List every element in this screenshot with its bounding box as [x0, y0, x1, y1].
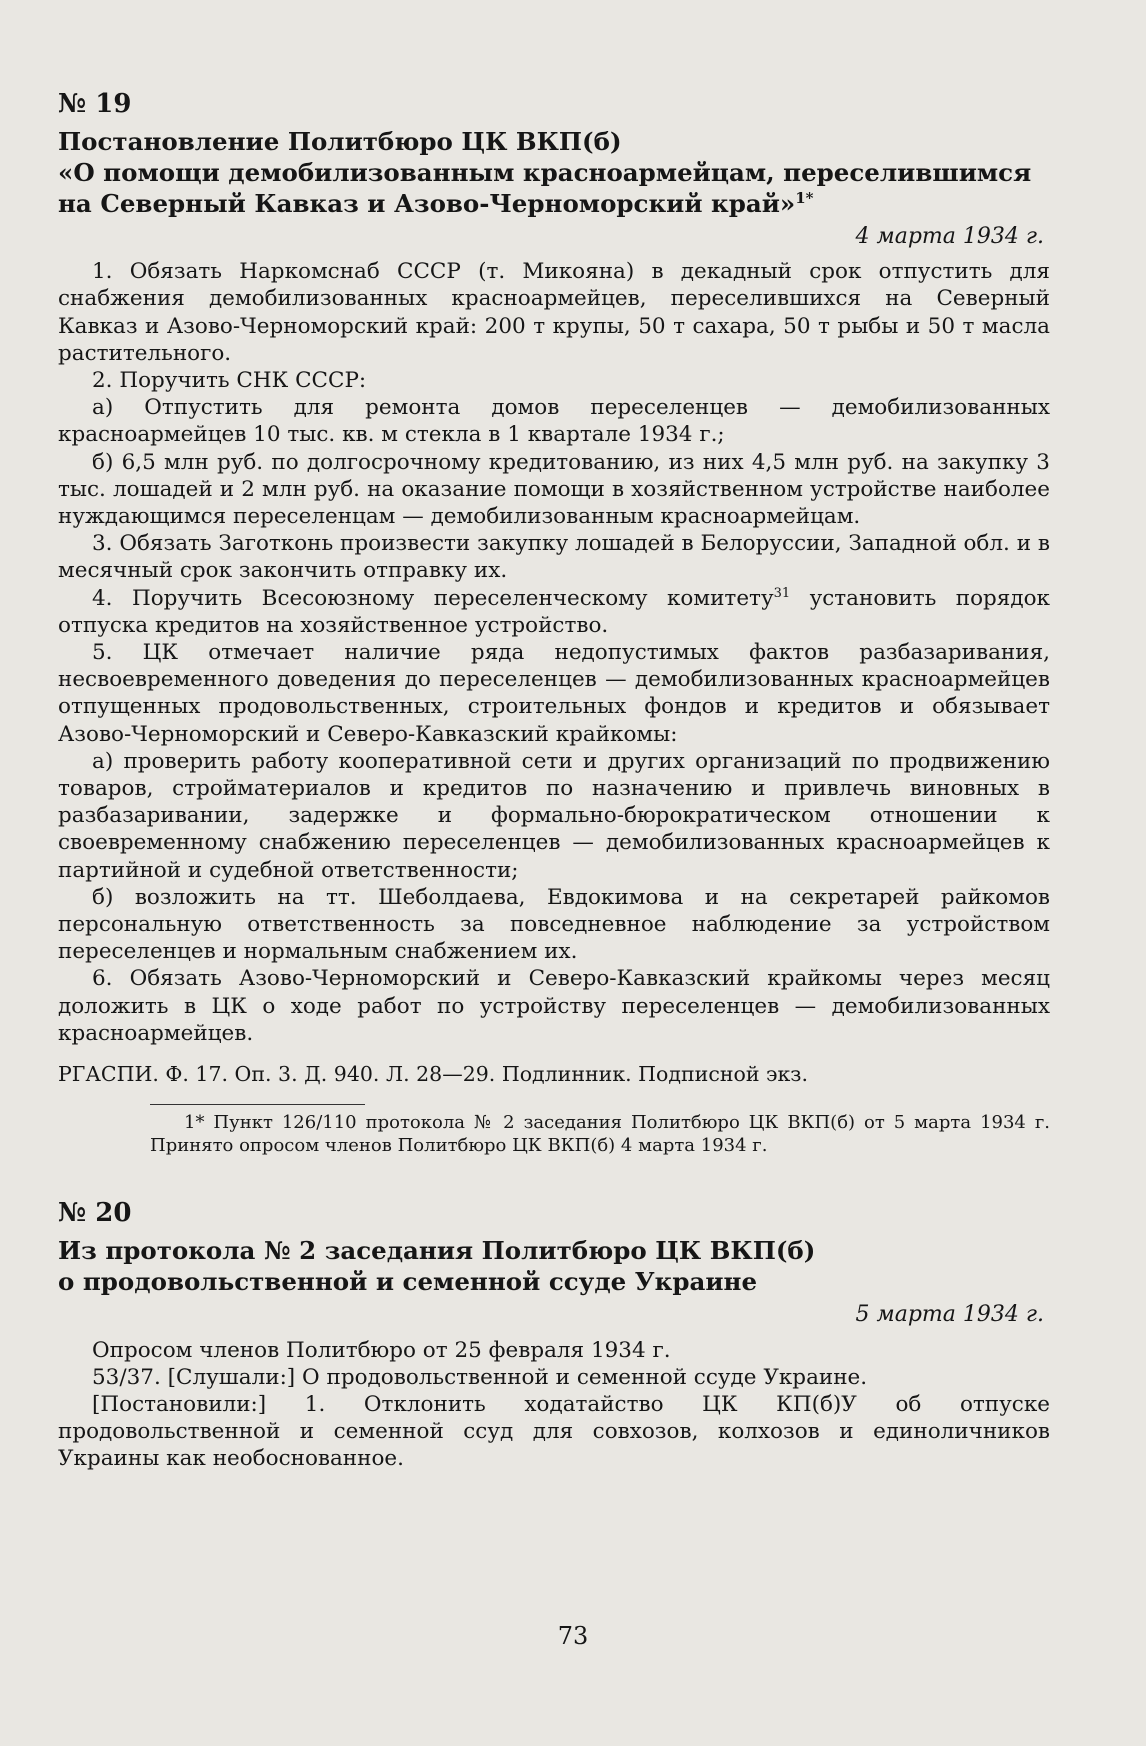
paragraph-5a: а) проверить работу кооперативной сети и других организаций по продвижению товаров, стройматериалов и кредитов по назначению и привлечь виновных в разбазаривании, задержке и формально-бюрократическом отношении к своевременному снабжению переселенцев — демобилизованных красноармейцев к партийной и судебной ответственности; [58, 748, 1050, 883]
document-20-paragraph-1: Опросом членов Политбюро от 25 февраля 1934 г. [92, 1337, 671, 1363]
paragraph-2: 2. Поручить СНК СССР: [92, 368, 367, 394]
title-footnote-mark: 1* [795, 188, 814, 207]
document-19-date: 4 марта 1934 г. [855, 224, 1044, 249]
footnote: 1* Пункт 126/110 протокола № 2 заседания Политбюро ЦК ВКП(б) от 5 марта 1934 г. Принято опросом членов Политбюро ЦК ВКП(б) 4 марта 1934 г. [150, 1112, 1050, 1157]
document-20-paragraph-2: 53/37. [Слушали:] О продовольственной и семенной ссуде Украине. [92, 1364, 868, 1390]
paragraph-2b: б) 6,5 млн руб. по долгосрочному кредитованию, из них 4,5 млн руб. на закупку 3 тыс. лошадей и 2 млн руб. на оказание помощи в хозяйственном устройстве наиболее нуждающимся переселенцам — демобилизованным красноармейцам. [58, 449, 1050, 530]
page-number: 73 [557, 1622, 589, 1650]
document-20-paragraph-3: [Постановили:] 1. Отклонить ходатайство ЦК КП(б)У об отпуске продовольственной и семенной ссуд для совхозов, колхозов и единоличников Украины как необоснованное. [58, 1391, 1050, 1472]
paragraph-6: 6. Обязать Азово-Черноморский и Северо-Кавказский крайкомы через месяц доложить в ЦК о ходе работ по устройству переселенцев — демобилизованных красноармейцев. [58, 966, 1050, 1046]
document-19-title-line-3-text: на Северный Кавказ и Азово-Черноморский край» [58, 189, 796, 218]
archive-source: РГАСПИ. Ф. 17. Оп. 3. Д. 940. Л. 28—29. Подлинник. Подписной экз. [58, 1062, 809, 1087]
document-20-title-line-2: о продовольственной и семенной ссуде Украине [58, 1267, 758, 1297]
text-block [58, 88, 1050, 1473]
paragraph-4-note-mark: 31 [773, 585, 791, 601]
paragraph-5b: б) возложить на тт. Шеболдаева, Евдокимова и на секретарей райкомов персональную ответственность за повседневное наблюдение за устройством переселенцев и нормальным снабжением их. [58, 884, 1050, 965]
paragraph-4-text-end: установить порядок отпуска кредитов на хозяйственное устройство. [58, 585, 1050, 638]
paragraph-3: 3. Обязать Заготконь произвести закупку лошадей в Белоруссии, Западной обл. и в месячный срок закончить отправку их. [58, 531, 1050, 584]
paragraph-4-text-start: 4. Поручить Всесоюзному переселенческому комитету [92, 585, 774, 611]
document-19-title-line-1: Постановление Политбюро ЦК ВКП(б) [58, 127, 622, 156]
document-20-title-line-1: Из протокола № 2 заседания Политбюро ЦК ВКП(б) [58, 1236, 816, 1266]
paragraph-4 [58, 585, 1050, 639]
paragraph-5: 5. ЦК отмечает наличие ряда недопустимых фактов разбазаривания, несвоевременного доведения до переселенцев — демобилизованных красноармейцев отпущенных продовольственных, строительных фондов и кредитов и обязывает Азово-Черноморский и Северо-Кавказский крайкомы: [58, 640, 1050, 747]
paragraph-1: 1. Обязать Наркомснаб СССР (т. Микояна) в декадный срок отпустить для снабжения демобилизованных красноармейцев, переселившихся на Северный Кавказ и Азово-Черноморский край: 200 т крупы, 50 т сахара, 50 т рыбы и 50 т масла растительного. [58, 259, 1050, 366]
document-19-title-line-3 [58, 188, 1050, 219]
document-20-number: № 20 [58, 1198, 132, 1229]
footnote-divider [150, 1104, 365, 1105]
document-19-title [58, 126, 1050, 219]
document-19-title-line-2: «О помощи демобилизованным красноармейцам, переселившимся [58, 158, 1032, 187]
document-20 [58, 1197, 1050, 1472]
document-20-title [58, 1235, 1050, 1297]
document-19-number: № 19 [58, 89, 132, 119]
document-20-date: 5 марта 1934 г. [855, 1302, 1044, 1328]
paragraph-2a: а) Отпустить для ремонта домов переселенцев — демобилизованных красноармейцев 10 тыс. кв. м стекла в 1 квартале 1934 г.; [58, 395, 1050, 448]
